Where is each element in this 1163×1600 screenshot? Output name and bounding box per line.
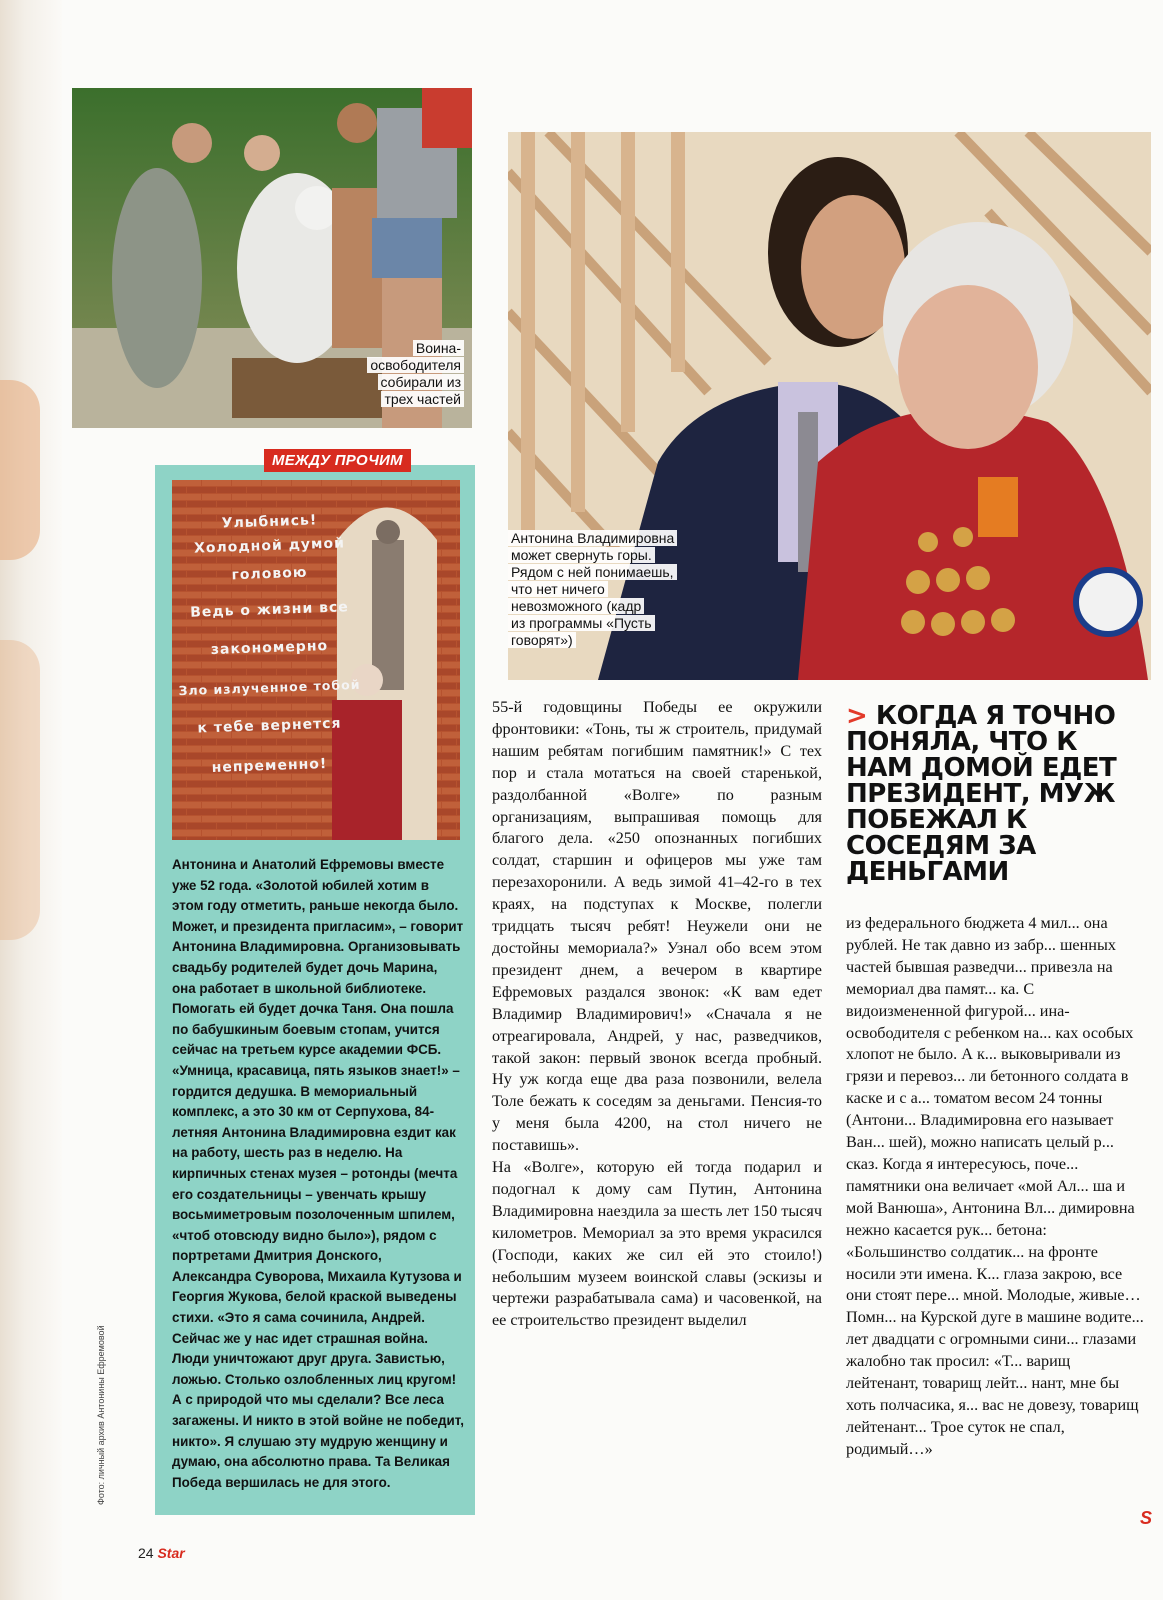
wall-poem-line: непременно!: [211, 755, 328, 777]
wall-poem-line: к тебе вернется: [197, 715, 342, 737]
section-tag: МЕЖДУ ПРОЧИМ: [264, 449, 411, 472]
photo-credit: Фото: личный архив Антонины Ефремовой: [96, 1325, 106, 1505]
article-column-middle: [492, 697, 822, 1332]
article-column-right: [846, 913, 1146, 1543]
brand-logo: Star: [157, 1545, 185, 1561]
end-mark-icon: S: [1140, 1508, 1153, 1528]
article-paragraph: 55-й годовщины Победы ее окружили фронтовики: «Тонь, ты ж строитель, придумай нашим ребятам погибшим памятник!» С тех пор и стала мотаться на своей старенькой, раздолбанной «Волге» по разным организациям, выпрашивая помощь для благого дела. «250 опознанных погибших солдат, старшин и офицеров мы уже там перезахоронили. А ведь зимой 41–42-го в тех краях, на подступах к Москве, полегли тридцать тысяч ребят! Неужели они не достойны мемориала?» Узнал обо всем этом президент днем, а вечером в квартире Ефремовых раздался звонок: «К вам едет Владимир Владимирович!» «Сначала я не отреагировала, Андрей, у нас, разведчиков, такой закон: первый звонок всегда пробный. Ну уж когда еще два раза позвонили, велела Толе бежать к соседям за деньгами. Пенсия-то у меня была 4200, на стол ничего не поставишь».: [492, 698, 822, 1155]
host-photo-caption: Антонина Владимировна может свернуть горы. Рядом с ней понимаешь, что нет ничего невозможного (кадр из программы «Пусть говорят»): [508, 530, 738, 649]
wall-poem-line: Холодной думой: [193, 535, 346, 557]
page-spine: [0, 0, 62, 1600]
wall-poem-line: закономерно: [210, 637, 329, 659]
wall-poem-line: головою: [231, 564, 308, 584]
article-paragraph: из федерального бюджета 4 мил... она рублей. Не так давно из забр... шенных частей бывшая разведчи... привезла на мемориал два памят... ка. С видоизмененной фигурой... ина-освободителя с ребенком на... ках особых хлопот не было. А к... выковыривали из грязи и перевоз... ли бетонного солдата в каске и с а... томатом весом 24 тонны (Антони... Владимировна его называет Ван... шей), можно написать целый р... сказ. Когда я интересуюсь, поче... памятники она величает «мой Ал... ша и мой Ванюша», Антонина Вл... димировна нежно касается рук... бетона: «Большинство солдатик... на фронте носили эти имена. К... глаза закрою, все они стоят пере... мной. Молодые, живые… Помн... на Курской дуге в машине водите... лет двадцати с огромными сини... глазами жалобно так просил: «Т... варищ лейтенант, товарищ лейт... нант, мне бы хоть полчасика, я... вас не довезу, товарищ лейтенант... Трое суток не спал, родимый…»: [846, 914, 1144, 1458]
sidebar-text: Антонина и Анатолий Ефремовы вместе уже 52 года. «Золотой юбилей хотим в этом году отметить, раньше некогда было. Может, и президента пригласим», – говорит Антонина Владимировна. Организовывать свадьбу родителей будет дочь Марина, она работает в школьной библиотеке. Помогать ей будет дочка Таня. Она пошла по бабушкиным боевым стопам, учится сейчас на третьем курсе академии ФСБ. «Умница, красавица, пять языков знает!» – гордится дедушка. В мемориальный комплекс, а это 30 км от Серпухова, 84-летняя Антонина Владимировна ездит как на работу, шесть раз в неделю. На кирпичных стенах музея – ротонды (мечта его создательницы – увенчать крышу восьмиметровым позолоченным шпилем, «чтоб отовсюду видно было»), рядом с портретами Дмитрия Донского, Александра Суворова, Михаила Кутузова и Георгия Жукова, белой краской выведены стихи. «Это я сама сочинила, Андрей. Сейчас же у нас идет страшная война. Люди уничтожают друг друга. Завистью, ложью. Столько озлобленных лиц кругом! А с природой что мы сделали? Все леса загажены. И никто в этой войне не победит, никто». Я слушаю эту мудрую женщину и думаю, она абсолютно права. Та Великая Победа вершилась не для этого.: [172, 857, 464, 1490]
wall-poem-line: Зло излученное тобой: [178, 676, 361, 699]
article-paragraph: На «Волге», которую ей тогда подарил и подогнал к дому сам Путин, Антонина Владимировна наездила за шесть лет 150 тысяч километров. Мемориал за это время украсился (Господи, каких же сил ей это стоило!) небольшим музеем воинской славы (эскизы и чертежи разрабатывала сама) и часовенкой, на ее строительство президент выделил: [492, 1158, 822, 1330]
pull-quote: > КОГДА Я ТОЧНО ПОНЯЛА, ЧТО К НАМ ДОМОЙ ЕДЕТ ПРЕЗИДЕНТ, МУЖ ПОБЕЖАЛ К СОСЕДЯМ ЗА ДЕНЬГАМИ: [846, 701, 1117, 887]
wall-poem-line: Улыбнись!: [221, 512, 318, 532]
page-folio: [138, 1545, 185, 1561]
host-veteran-photo: [508, 132, 1151, 680]
memorial-wall-photo: [172, 480, 460, 840]
statue-assembly-photo: [72, 88, 472, 428]
page-number: 24: [138, 1545, 154, 1561]
statue-photo-caption: Воина- освободителя собирали из трех частей: [322, 340, 464, 408]
quote-arrow-icon: >: [846, 701, 868, 731]
wall-poem-line: Ведь о жизни все: [189, 599, 350, 621]
